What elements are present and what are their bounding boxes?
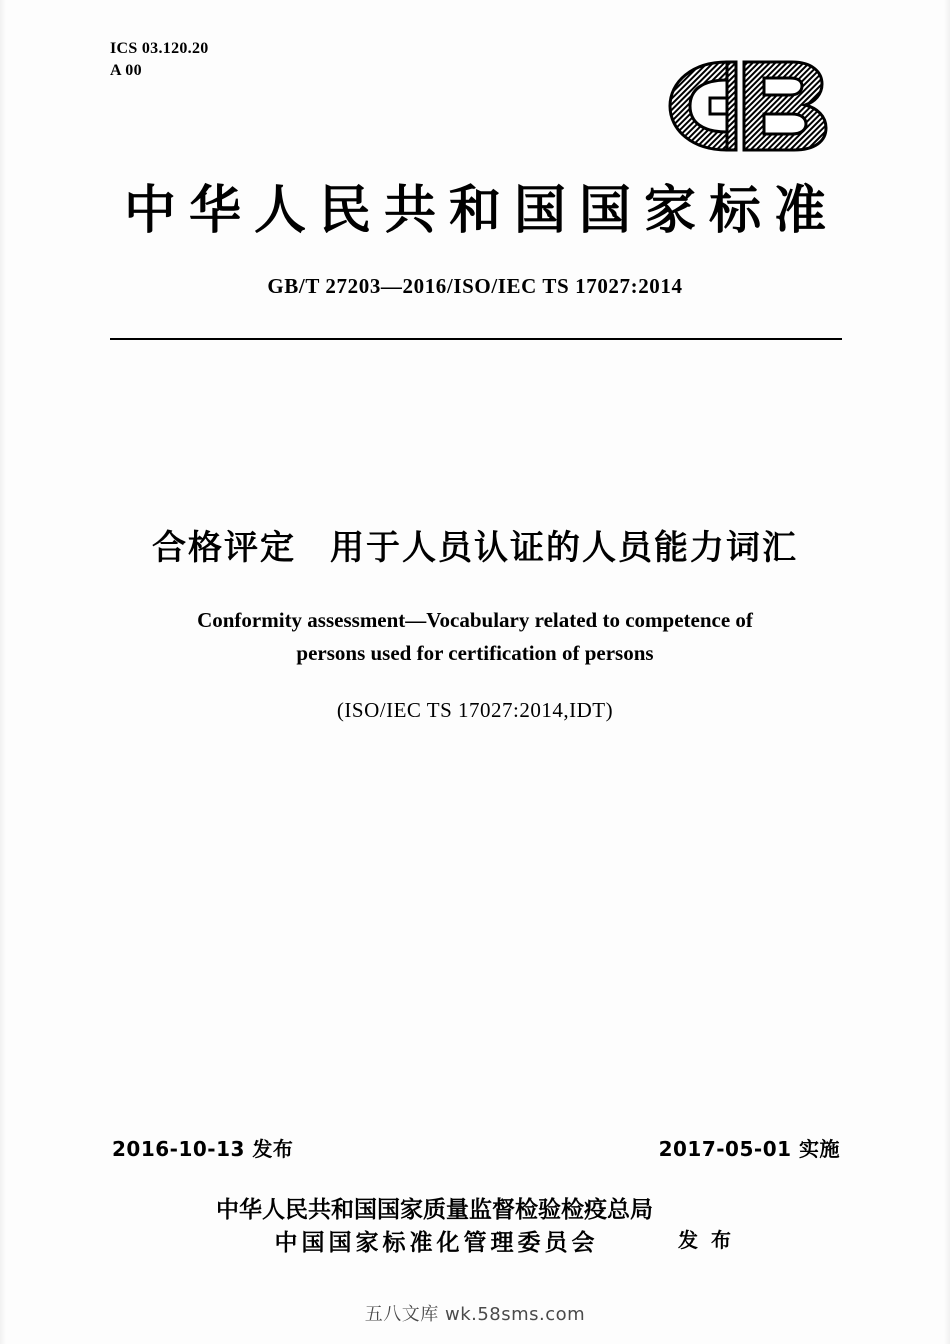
national-standard-title: 中华人民共和国国家标准 [123, 181, 839, 241]
idt-equivalence-note: (ISO/IEC TS 17027:2014,IDT) [336, 698, 614, 722]
issuer-publish-label: 发 布 [678, 1227, 734, 1252]
standard-number: GB/T 27203—2016/ISO/IEC TS 17027:2014 [267, 274, 683, 298]
issuing-bodies [0, 1194, 950, 1261]
issuer-line-1: 中华人民共和国国家质量监督检验检疫总局 [216, 1197, 654, 1223]
issuer-line-2: 中国国家标准化管理委员会 [274, 1230, 599, 1257]
header-divider [110, 338, 842, 340]
implementation-date: 2017-05-01 实施 [658, 1137, 840, 1161]
ics-classification-block [110, 38, 209, 81]
title-chinese-part1: 合格评定 [152, 528, 296, 568]
title-chinese-part2: 用于人员认证的人员能力词汇 [330, 528, 798, 568]
ics-code: ICS 03.120.20 [110, 40, 209, 57]
issuer-names [216, 1194, 653, 1261]
title-chinese [0, 520, 950, 569]
ccs-code: A 00 [110, 61, 142, 79]
title-english [145, 604, 805, 669]
title-english-line1: Conformity assessment—Vocabulary related to competence of [197, 608, 753, 632]
title-english-line2: persons used for certification of persons [296, 640, 654, 665]
footer-watermark: 五八文库 wk.58sms.com [364, 1304, 586, 1325]
issue-date: 2016-10-13 发布 [112, 1137, 294, 1161]
gb-logo-icon [632, 52, 842, 160]
